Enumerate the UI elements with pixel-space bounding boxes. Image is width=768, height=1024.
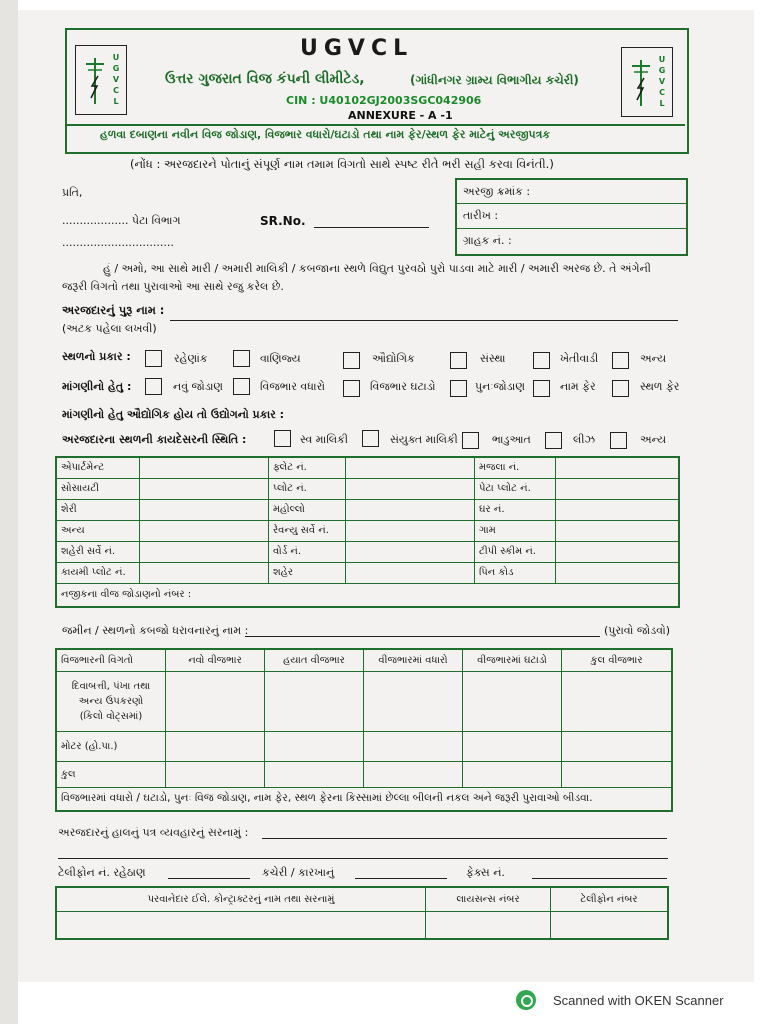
checkbox-industrial[interactable] [343, 352, 360, 369]
table-row [56, 671, 672, 731]
table-cell-label: વોર્ડ નં. [269, 541, 346, 562]
table-row [56, 499, 679, 520]
table-cell-label: અન્ય [56, 520, 140, 541]
table-row [56, 761, 672, 787]
office-box-divider [457, 228, 686, 229]
load-details-table [55, 648, 673, 812]
table-header-cell: હયાત વીજભાર [265, 649, 364, 671]
table-cell-input[interactable] [140, 520, 269, 541]
scanner-watermark: Scanned with OKEN Scanner [553, 993, 724, 1008]
table-cell-label: પિન કોડ [475, 562, 556, 583]
table-cell-input[interactable] [463, 731, 562, 761]
option-joint-owned: સંયુક્ત માલિકી [390, 433, 458, 446]
address-details-table [55, 456, 680, 608]
scanner-logo-icon [516, 990, 536, 1010]
checkbox-other-place[interactable] [612, 352, 629, 369]
table-cell-input[interactable] [463, 761, 562, 787]
logo-lettering: U G V C L [112, 53, 120, 106]
lighting-load-label: દિવાબત્તી, પંખા તથા અન્ય ઉપકરણો (કિલો વોટ્સમાં) [56, 671, 166, 731]
checkbox-reconnection[interactable] [450, 380, 467, 397]
table-cell-input[interactable] [562, 731, 673, 761]
table-header-cell: પરવાનેદાર ઈલે. કોન્ટ્રાક્ટરનું નામ તથા સરનામું [56, 887, 426, 911]
table-cell-label: ફ્લેટ નં. [269, 457, 346, 478]
table-cell-input[interactable] [556, 499, 680, 520]
legal-status-label: અરજદારના સ્થળની કાયદેસરની સ્થિતિ : [62, 433, 247, 446]
brand-title: UGVCL [300, 36, 414, 61]
table-cell-input[interactable] [346, 478, 475, 499]
checkbox-load-increase[interactable] [233, 378, 250, 395]
table-cell-input[interactable] [562, 671, 673, 731]
option-load-decrease: વિજભાર ઘટાડો [370, 380, 436, 393]
ugvcl-logo-right [621, 47, 673, 117]
table-row [56, 649, 672, 671]
table-cell-label: ગામ [475, 520, 556, 541]
industry-type-label: માંગણીનો હેતુ ઔદ્યોગિક હોય તો ઉદ્યોગનો પ્રકાર : [62, 408, 285, 421]
table-header-cell: કુલ વીજભાર [562, 649, 673, 671]
purpose-label: માંગણીનો હેતુ : [62, 380, 132, 393]
logo-lettering: U G V C L [658, 55, 666, 108]
checkbox-name-change[interactable] [533, 380, 550, 397]
table-cell-input[interactable] [556, 478, 680, 499]
table-cell-input[interactable] [265, 731, 364, 761]
phone-residence-field[interactable] [168, 878, 250, 879]
address-dotted-line: ................................ [62, 236, 174, 249]
table-cell-input[interactable] [556, 562, 680, 583]
option-place-change: સ્થળ ફેર [640, 380, 680, 393]
proof-attach-note: (પુરાવો જોડવો) [604, 624, 671, 637]
table-cell-input[interactable] [463, 671, 562, 731]
table-cell-input[interactable] [346, 499, 475, 520]
table-cell-label: પેટા પ્લોટ નં. [475, 478, 556, 499]
option-new-connection: નવું જોડાણ [173, 380, 224, 393]
option-self-owned: સ્વ માલિકી [300, 433, 348, 446]
table-cell-label: કાયમી પ્લોટ નં. [56, 562, 140, 583]
instruction-note: (નોંધ : અરજદારને પોતાનું સંપૂર્ણ નામ તમામ વિગતો સાથે સ્પષ્ટ રીતે ભરી સહી કરવા વિનંતી.) [130, 157, 554, 171]
correspondence-address-field[interactable] [262, 838, 667, 839]
table-row [56, 541, 679, 562]
checkbox-tenant[interactable] [462, 432, 479, 449]
table-cell-input[interactable] [56, 911, 426, 939]
table-cell-label: શહેર [269, 562, 346, 583]
option-agriculture: ખેતીવાડી [560, 352, 599, 365]
table-cell-input[interactable] [551, 911, 669, 939]
fax-label: ફેક્સ નં. [466, 866, 505, 879]
table-cell-input[interactable] [140, 457, 269, 478]
correspondence-address-label: અરજદારનું હાલનું પત્ર વ્યવહારનું સરનામું : [58, 826, 249, 839]
table-row [56, 911, 668, 939]
contractor-table [55, 886, 669, 940]
form-subject: હળવા દબાણના નવીન વિજ જોડાણ, વિજભાર વધારો/ઘટાડો તથા નામ ફેર/સ્થળ ફેર માટેનું અરજીપત્રક [100, 128, 551, 141]
table-cell-label: પ્લોટ નં. [269, 478, 346, 499]
table-cell-input[interactable] [346, 541, 475, 562]
table-cell-input[interactable] [166, 731, 265, 761]
applicant-name-hint: (અટક પહેલા લખવી) [62, 322, 157, 335]
option-other-place: અન્ય [640, 352, 667, 365]
table-row [56, 787, 672, 811]
table-header-cell: વીજભારમાં વધારો [364, 649, 463, 671]
table-cell-label: એપાર્ટમેન્ટ [56, 457, 140, 478]
checkbox-new-connection[interactable] [145, 378, 162, 395]
office-box-divider [457, 203, 686, 204]
motor-load-label: મોટર (હો.પા.) [56, 731, 166, 761]
checkbox-agriculture[interactable] [533, 352, 550, 369]
option-institution: સંસ્થા [480, 352, 506, 365]
request-text-line1: હું / અમો, આ સાથે મારી / અમારી માલિકી / કબજાના સ્થળે વિદ્યુત પુરવઠો પુરો પાડવા માટે મારી / અમારી અરજ છે. તે અંગેની [103, 262, 651, 275]
sr-no-field[interactable] [314, 227, 429, 228]
table-cell-label: ઘર નં. [475, 499, 556, 520]
table-cell-input[interactable] [166, 761, 265, 787]
phone-residence-label: ટેલીફોન નં. રહેઠાણ [58, 866, 146, 879]
place-type-label: સ્થળનો પ્રકાર : [62, 350, 131, 363]
table-row [56, 520, 679, 541]
sub-division-line: ................... પેટા વિભાગ [62, 214, 181, 227]
table-row [56, 583, 679, 607]
page-edge-shadow [0, 0, 18, 1024]
table-row [56, 478, 679, 499]
checkbox-residential[interactable] [145, 350, 162, 367]
table-cell-input[interactable] [346, 520, 475, 541]
table-cell-input[interactable] [140, 562, 269, 583]
table-row [56, 562, 679, 583]
consumer-no-label: ગ્રાહક નં. : [463, 234, 512, 247]
option-industrial: ઔદ્યોગિક [372, 352, 415, 365]
table-cell-label: સોસાયટી [56, 478, 140, 499]
checkbox-commercial[interactable] [233, 350, 250, 367]
applicant-name-field[interactable] [170, 320, 678, 321]
option-load-increase: વિજભાર વધારો [260, 380, 326, 393]
table-cell-label: ટીપી સ્કીમ નં. [475, 541, 556, 562]
sr-no-label: SR.No. [260, 214, 306, 228]
office-name: (ગાંધીનગર ગ્રામ્ય વિભાગીય કચેરી) [410, 73, 579, 87]
cin-number: CIN : U40102GJ2003SGC042906 [286, 94, 482, 107]
table-cell-input[interactable] [265, 671, 364, 731]
table-cell-input[interactable] [346, 562, 475, 583]
table-cell-input[interactable] [166, 671, 265, 731]
correspondence-address-field-2[interactable] [58, 858, 668, 859]
ugvcl-logo-left [75, 45, 127, 115]
total-load-label: કુલ [56, 761, 166, 787]
land-owner-label: જમીન / સ્થળનો કબજો ધરાવનારનું નામ : [62, 624, 249, 637]
table-cell-input[interactable] [364, 671, 463, 731]
table-cell-input[interactable] [556, 541, 680, 562]
table-cell-input[interactable] [556, 520, 680, 541]
table-cell-label: શહેરી સર્વે નં. [56, 541, 140, 562]
option-commercial: વાણિજ્ય [260, 352, 301, 365]
checkbox-self-owned[interactable] [274, 430, 291, 447]
power-pole-icon [84, 56, 106, 106]
checkbox-other-status[interactable] [610, 432, 627, 449]
option-reconnection: પુનઃજોડાણ [475, 380, 525, 393]
table-cell-input[interactable] [265, 761, 364, 787]
table-header-cell: લાયસન્સ નંબર [426, 887, 551, 911]
table-header-cell: વિજભારની વિગતો [56, 649, 166, 671]
annexure-label: ANNEXURE - A -1 [348, 109, 453, 122]
table-header-cell: નવો વીજભાર [166, 649, 265, 671]
power-pole-icon [630, 58, 652, 108]
table-cell-input[interactable] [556, 457, 680, 478]
table-cell-input[interactable] [140, 541, 269, 562]
applicant-name-label: અરજદારનું પુરૂ નામ : [62, 303, 165, 317]
option-tenant: ભાડુઆત [492, 433, 531, 446]
table-cell-input[interactable] [140, 478, 269, 499]
table-row [56, 731, 672, 761]
header-divider [65, 124, 685, 126]
company-name: ઉત્તર ગુજરાત વિજ કંપની લીમીટેડ, [165, 71, 365, 87]
land-owner-field[interactable] [245, 636, 600, 637]
fax-field[interactable] [532, 878, 667, 879]
request-text-line2: જરૂરી વિગતો તથા પુરાવાઓ આ સાથે રજુ કરેલ છે. [62, 280, 284, 293]
checkbox-lease[interactable] [545, 432, 562, 449]
date-label: તારીખ : [463, 209, 499, 222]
phone-office-label: કચેરી / કારખાનું [262, 866, 335, 879]
checkbox-place-change[interactable] [612, 380, 629, 397]
checkbox-institution[interactable] [450, 352, 467, 369]
application-no-label: અરજી ક્રમાંક : [463, 185, 531, 198]
checkbox-joint-owned[interactable] [362, 430, 379, 447]
option-name-change: નામ ફેર [560, 380, 596, 393]
option-other-status: અન્ય [640, 433, 667, 446]
load-table-footnote: વિજભારમાં વધારો / ઘટાડો, પુનઃ વિજ જોડાણ, નામ ફેર, સ્થળ ફેરના કિસ્સામાં છેલ્લા બીલની નકલ અને જરૂરી પુરાવાઓ બીડવા. [56, 787, 672, 811]
table-row [56, 457, 679, 478]
table-cell-label: શેરી [56, 499, 140, 520]
table-cell-input[interactable] [426, 911, 551, 939]
table-header-cell: વીજભારમાં ઘટાડો [463, 649, 562, 671]
option-residential: રહેણાંક [174, 352, 208, 365]
table-cell-input[interactable] [562, 761, 673, 787]
table-cell-input[interactable] [364, 731, 463, 761]
table-cell-input[interactable] [364, 761, 463, 787]
table-row [56, 887, 668, 911]
table-cell-label: મહોલ્લો [269, 499, 346, 520]
to-label: પ્રતિ, [62, 186, 83, 199]
checkbox-load-decrease[interactable] [343, 380, 360, 397]
nearby-connection-label[interactable]: નજીકના વીજ જોડાણનો નંબર : [56, 583, 679, 607]
table-cell-label: મજલા નં. [475, 457, 556, 478]
table-header-cell: ટેલીફોન નંબર [551, 887, 669, 911]
table-cell-label: રેવન્યુ સર્વે નં. [269, 520, 346, 541]
option-lease: લીઝ [573, 433, 595, 446]
table-cell-input[interactable] [346, 457, 475, 478]
table-cell-input[interactable] [140, 499, 269, 520]
phone-office-field[interactable] [355, 878, 447, 879]
